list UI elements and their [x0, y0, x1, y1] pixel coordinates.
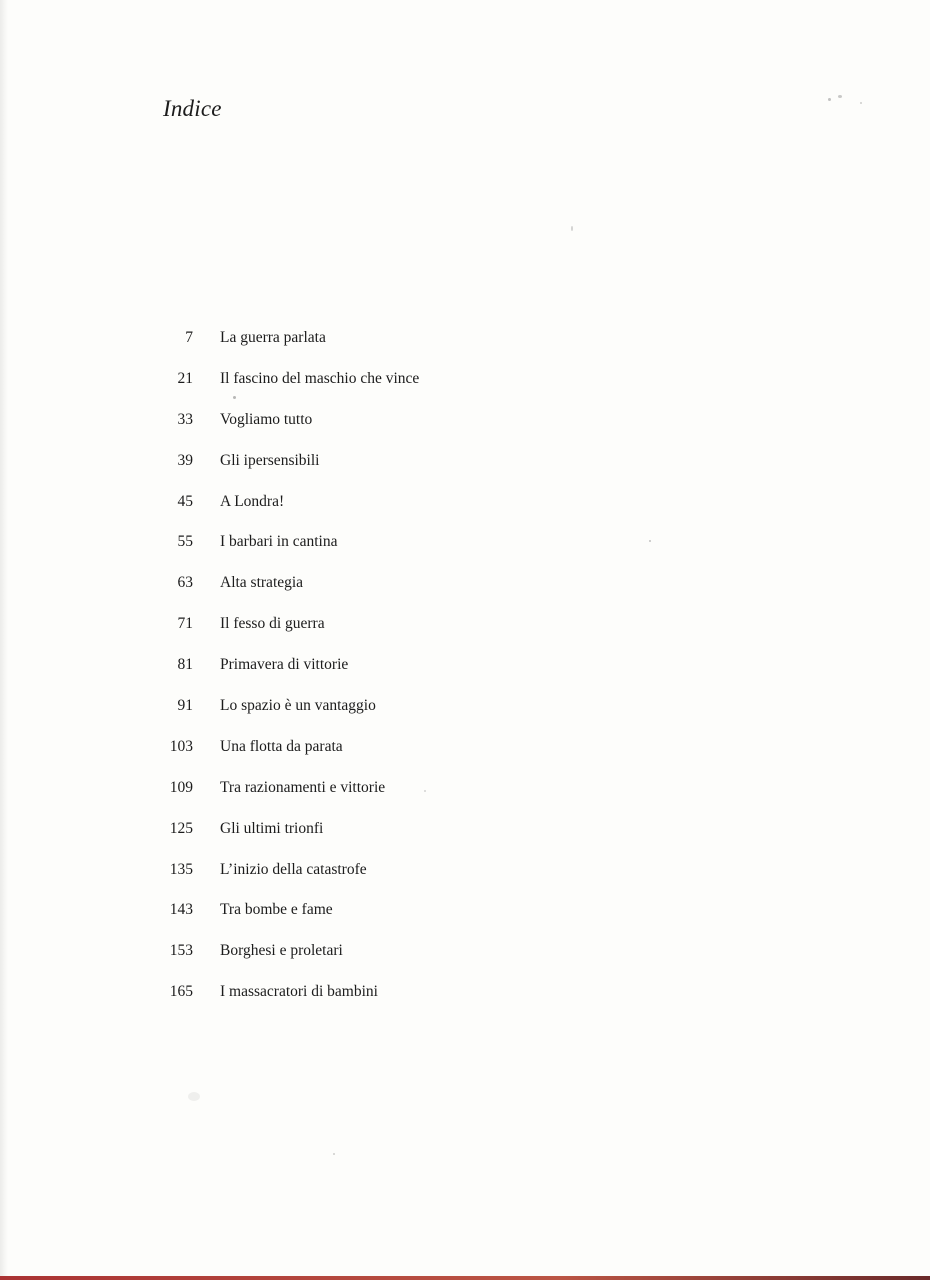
toc-chapter-title: Gli ultimi trionfi — [220, 819, 324, 837]
toc-chapter-title: Primavera di vittorie — [220, 656, 349, 674]
paper-speck — [571, 226, 573, 231]
toc-page-number: 91 — [177, 697, 193, 715]
toc-page-number: 81 — [177, 656, 193, 674]
toc-entry — [150, 654, 419, 695]
toc-chapter-title: Lo spazio è un vantaggio — [220, 697, 376, 715]
toc-chapter-title: I massacratori di bambini — [220, 983, 378, 1001]
table-of-contents — [150, 327, 419, 1022]
toc-page-number: 135 — [169, 860, 193, 878]
toc-page-number: 7 — [185, 329, 193, 346]
paper-speck — [838, 95, 842, 98]
paper-speck — [424, 790, 426, 792]
toc-entry — [150, 450, 419, 491]
toc-entry — [150, 409, 419, 450]
toc-chapter-title: Il fascino del maschio che vince — [220, 369, 420, 387]
toc-chapter-title: Tra bombe e fame — [220, 901, 333, 919]
toc-page-number: 39 — [177, 451, 193, 469]
toc-chapter-title: Il fesso di guerra — [220, 615, 325, 633]
page-title: Indice — [163, 96, 222, 121]
paper-speck — [828, 98, 831, 101]
toc-entry — [150, 572, 419, 613]
toc-page-number: 165 — [169, 983, 193, 1001]
toc-chapter-title: La guerra parlata — [220, 329, 326, 346]
toc-page-number: 33 — [177, 410, 193, 428]
toc-entry — [150, 613, 419, 654]
toc-entry — [150, 736, 419, 777]
toc-chapter-title: Tra razionamenti e vittorie — [220, 778, 386, 796]
paper-speck — [233, 396, 236, 399]
toc-page-number: 103 — [169, 737, 193, 755]
toc-entry — [150, 981, 419, 1022]
toc-page-number: 143 — [169, 901, 193, 919]
toc-chapter-title: Alta strategia — [220, 574, 304, 592]
toc-chapter-title: Borghesi e proletari — [220, 942, 343, 960]
toc-entry — [150, 491, 419, 532]
toc-entry — [150, 818, 419, 859]
paper-speck — [649, 540, 651, 542]
toc-chapter-title: Una flotta da parata — [220, 737, 343, 755]
toc-entry — [150, 899, 419, 940]
toc-entry — [150, 327, 419, 368]
paper-speck — [188, 1092, 200, 1101]
toc-chapter-title: Vogliamo tutto — [220, 410, 313, 428]
toc-entry — [150, 531, 419, 572]
toc-page-number: 71 — [177, 615, 193, 633]
paper-speck — [860, 102, 862, 104]
toc-entry — [150, 940, 419, 981]
toc-page-number: 55 — [177, 533, 193, 551]
toc-chapter-title: Gli ipersensibili — [220, 451, 320, 469]
toc-entry — [150, 859, 419, 900]
toc-chapter-title: A Londra! — [220, 492, 285, 510]
toc-page-number: 63 — [177, 574, 193, 592]
toc-page-number: 21 — [177, 369, 193, 387]
toc-chapter-title: L’inizio della catastrofe — [220, 860, 367, 878]
toc-entry — [150, 695, 419, 736]
toc-page-number: 109 — [169, 778, 193, 796]
page-bottom-edge — [0, 1276, 930, 1280]
toc-page-number: 125 — [169, 819, 193, 837]
toc-page-number: 45 — [177, 492, 193, 510]
toc-entry — [150, 777, 419, 818]
toc-chapter-title: I barbari in cantina — [220, 533, 338, 551]
page-edge — [0, 0, 8, 1280]
toc-page-number: 153 — [169, 942, 193, 960]
toc-entry — [150, 368, 419, 409]
paper-speck — [333, 1153, 335, 1155]
